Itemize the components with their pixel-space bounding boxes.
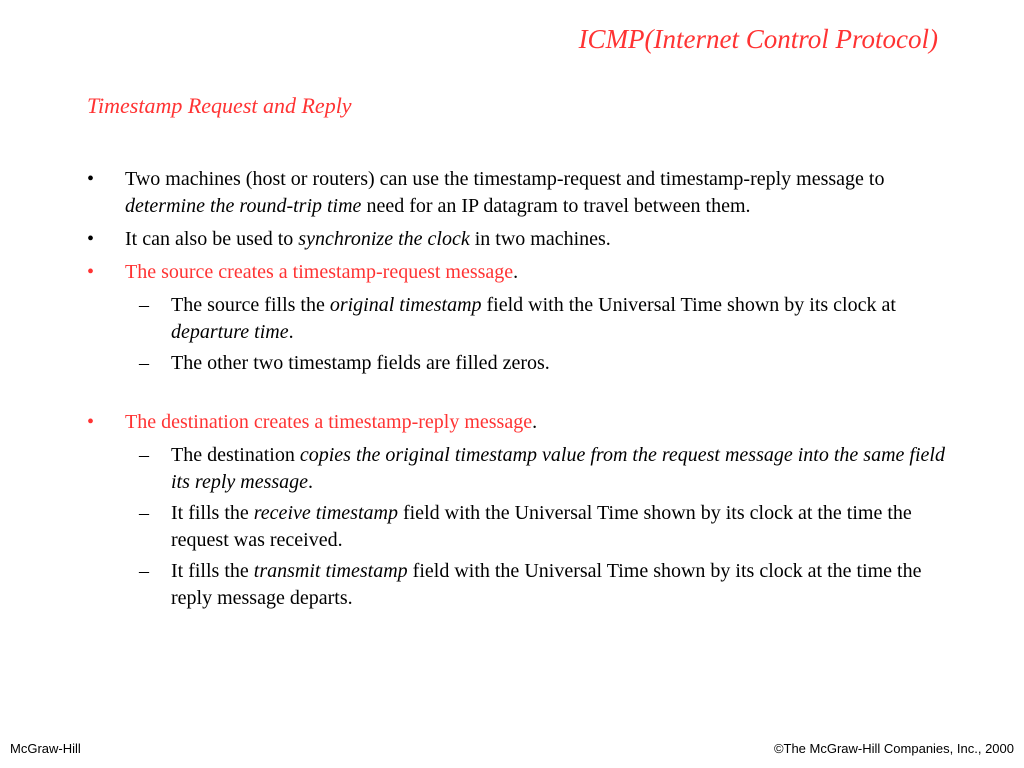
sub-emphasis: original timestamp (329, 294, 482, 316)
sub-item (139, 442, 967, 496)
bullet-text: The source creates a timestamp-request message (125, 261, 514, 283)
sub-item (139, 500, 967, 554)
bullet-text: The destination creates a timestamp-reply message (125, 411, 533, 433)
bullet-item-destination (87, 409, 967, 436)
slide-subtitle: Timestamp Request and Reply (87, 93, 352, 118)
bullet-text: need for an IP datagram to travel between them. (361, 195, 751, 217)
sub-item (139, 350, 967, 377)
sub-text: field with the Universal Time shown by its clock at the time the reply message departs. (171, 560, 922, 609)
sub-text: It fills the (171, 502, 254, 524)
bullet-item-source (87, 259, 967, 286)
sub-text: The other two timestamp fields are filled zeros. (171, 352, 550, 374)
bullet-marker: • (87, 228, 95, 250)
sub-text: . (288, 321, 294, 343)
sub-emphasis: copies the original timestamp value from the request message into the same field its reply message (171, 444, 945, 493)
footer-copyright: ©The McGraw-Hill Companies, Inc., 2000 (773, 741, 1014, 756)
bullet-punct: . (513, 261, 519, 283)
bullet-item (87, 166, 967, 220)
sub-text: . (308, 471, 314, 493)
bullet-text: Two machines (host or routers) can use the timestamp-request and timestamp-reply message to (125, 168, 885, 190)
bullet-marker: • (87, 168, 95, 190)
sub-emphasis: transmit timestamp (253, 560, 408, 582)
dash-marker: – (139, 352, 149, 374)
sub-text: The destination (171, 444, 300, 466)
sub-item (139, 292, 967, 346)
spacer (87, 381, 967, 409)
sub-item (139, 558, 967, 612)
dash-marker: – (139, 560, 149, 582)
sub-text: field with the Universal Time shown by its clock at the time the request was received. (171, 502, 912, 551)
dash-marker: – (139, 502, 149, 524)
bullet-marker: • (87, 261, 95, 283)
sub-text: It fills the (171, 560, 254, 582)
sub-emphasis: receive timestamp (253, 502, 398, 524)
bullet-text: in two machines. (469, 228, 611, 250)
bullet-emphasis: determine the round-trip time (125, 195, 362, 217)
sub-text: field with the Universal Time shown by its clock at (481, 294, 896, 316)
sub-text: The source fills the (171, 294, 330, 316)
slide-content (87, 166, 967, 616)
bullet-marker: • (87, 411, 95, 433)
dash-marker: – (139, 294, 149, 316)
bullet-emphasis: synchronize the clock (298, 228, 470, 250)
bullet-text: It can also be used to (125, 228, 299, 250)
slide-title: ICMP(Internet Control Protocol) (578, 24, 938, 54)
bullet-punct: . (532, 411, 538, 433)
bullet-item (87, 226, 967, 253)
footer-publisher: McGraw-Hill (10, 741, 81, 756)
sub-emphasis: departure time (171, 321, 289, 343)
dash-marker: – (139, 444, 149, 466)
